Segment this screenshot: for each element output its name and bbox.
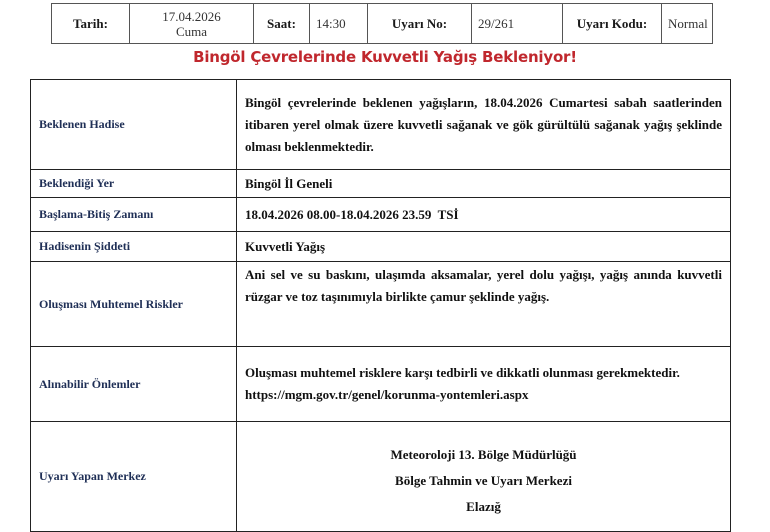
possible-risks-value: Ani sel ve su baskını, ulaşımda aksamalar, yerel dolu yağışı, yağış anında kuvvetli rüzgar ve toz taşınımıyla birlikte çamur şeklinde yağış. bbox=[237, 262, 731, 347]
issuing-center-line-1: Meteoroloji 13. Bölge Müdürlüğü bbox=[390, 446, 577, 462]
expected-event-value: Bingöl çevrelerinde beklenen yağışların, 18.04.2026 Cumartesi sabah saatlerinden itibaren yerel olmak üzere kuvvetli sağanak ve gök gürültülü sağanak yağış şeklinde olması beklenmektedir. bbox=[237, 80, 731, 170]
date-label: Tarih: bbox=[52, 4, 130, 44]
issuing-center-label: Uyarı Yapan Merkez bbox=[31, 422, 237, 532]
date-text: 17.04.2026 bbox=[162, 8, 221, 24]
warning-details-table bbox=[30, 79, 731, 532]
precautions-text: Oluşması muhtemel risklere karşı tedbirli ve dikkatli olunması gerekmektedir. bbox=[245, 365, 680, 380]
precautions-label: Alınabilir Önlemler bbox=[31, 347, 237, 422]
row-expected-location bbox=[31, 170, 731, 198]
severity-value: Kuvvetli Yağış bbox=[237, 232, 731, 262]
expected-location-value: Bingöl İl Geneli bbox=[237, 170, 731, 198]
expected-event-label: Beklenen Hadise bbox=[31, 80, 237, 170]
time-label: Saat: bbox=[254, 4, 310, 44]
issuing-center-line-3: Elazığ bbox=[466, 498, 501, 514]
time-value: 14:30 bbox=[310, 4, 368, 44]
warning-no-value: 29/261 bbox=[472, 4, 563, 44]
day-text: Cuma bbox=[175, 23, 208, 39]
row-expected-event bbox=[31, 80, 731, 170]
expected-location-label: Beklendiği Yer bbox=[31, 170, 237, 198]
row-start-end-time bbox=[31, 198, 731, 232]
warning-code-value: Normal bbox=[662, 4, 713, 44]
warning-header-table bbox=[51, 3, 713, 44]
row-possible-risks bbox=[31, 262, 731, 347]
date-value bbox=[130, 4, 254, 44]
issuing-center-line-2: Bölge Tahmin ve Uyarı Merkezi bbox=[395, 472, 572, 488]
possible-risks-label: Oluşması Muhtemel Riskler bbox=[31, 262, 237, 347]
issuing-center-value bbox=[237, 422, 731, 532]
precautions-value bbox=[237, 347, 731, 422]
warning-title: Bingöl Çevrelerinde Kuvvetli Yağış Bekleniyor! bbox=[193, 48, 577, 66]
warning-no-label: Uyarı No: bbox=[368, 4, 472, 44]
row-issuing-center bbox=[31, 422, 731, 532]
severity-label: Hadisenin Şiddeti bbox=[31, 232, 237, 262]
precautions-link[interactable]: https://mgm.gov.tr/genel/korunma-yontemleri.aspx bbox=[245, 387, 529, 402]
warning-code-label: Uyarı Kodu: bbox=[563, 4, 662, 44]
start-end-time-label: Başlama-Bitiş Zamanı bbox=[31, 198, 237, 232]
row-precautions bbox=[31, 347, 731, 422]
row-severity bbox=[31, 232, 731, 262]
start-end-time-value: 18.04.2026 08.00-18.04.2026 23.59 TSİ bbox=[237, 198, 731, 232]
